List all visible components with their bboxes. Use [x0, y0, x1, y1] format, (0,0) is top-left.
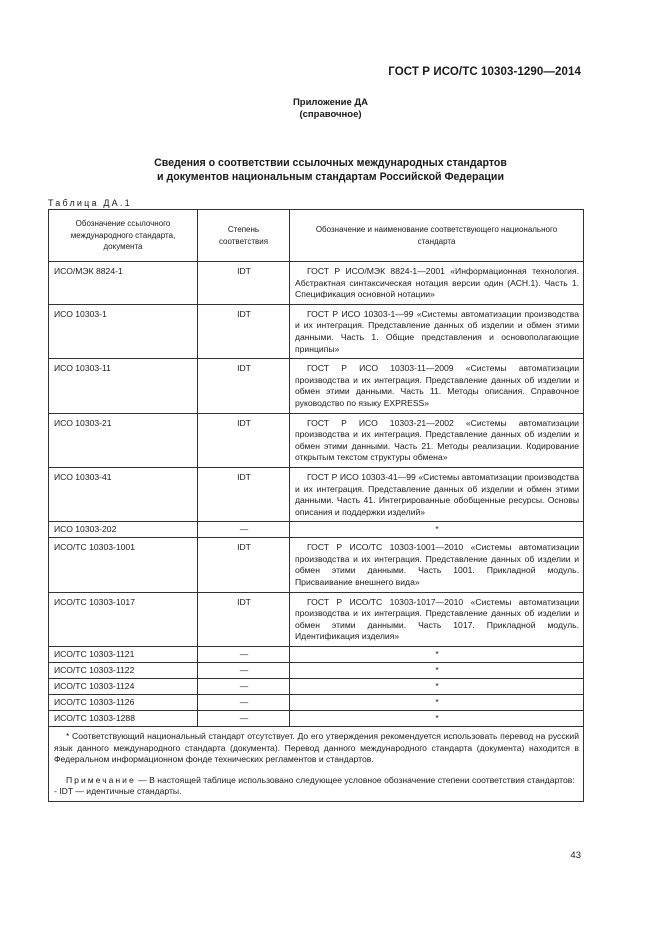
cell-degree: IDT: [198, 413, 290, 467]
section-title: [0, 156, 661, 184]
national-text: ГОСТ Р ИСО/МЭК 8824-1—2001 «Информационная технология. Абстрактная синтаксическая нотация версии один (АСН.1). Часть 1. Спецификация основной нотации»: [295, 266, 579, 300]
table-row: [49, 304, 584, 358]
cell-footnote-mark: *: [290, 647, 584, 663]
cell-ref: ИСО 10303-41: [49, 467, 198, 521]
cell-national: [290, 467, 584, 521]
note-label: Примечание: [66, 774, 136, 785]
cell-degree: IDT: [198, 592, 290, 646]
table-row: [49, 359, 584, 413]
table-footnote: * Соответствующий национальный стандарт отсутствует. До его утверждения рекомендуется использовать перевод на русский язык данного международного стандарта (документа). Перевод данного международного стандарта (документа) находится в Федеральном информационном фонде технических регламентов и стандартов.: [54, 731, 579, 765]
header-national-standard: Обозначение и наименование соответствующего национального стандарта: [290, 210, 584, 262]
cell-national: [290, 413, 584, 467]
table-row: [49, 262, 584, 305]
cell-ref: ИСО 10303-1: [49, 304, 198, 358]
annex-type: (справочное): [299, 109, 362, 120]
section-title-line-2: и документов национальным стандартам Российской Федерации: [157, 171, 504, 183]
annex-heading: [0, 97, 661, 121]
cell-national: [290, 304, 584, 358]
table-row: [49, 592, 584, 646]
cell-degree: —: [198, 522, 290, 538]
table-row: [49, 711, 584, 727]
table-label: Таблица ДА.1: [48, 198, 132, 208]
header-ref-standard: Обозначение ссылочного международного стандарта, документа: [49, 210, 198, 262]
cell-ref: ИСО/ТС 10303-1288: [49, 711, 198, 727]
cell-footnote-mark: *: [290, 711, 584, 727]
cell-footnote-mark: *: [290, 522, 584, 538]
cell-degree: —: [198, 663, 290, 679]
note-item: - IDT — идентичные стандарты.: [54, 786, 182, 797]
national-text: ГОСТ Р ИСО/ТС 10303-1001—2010 «Системы автоматизации производства и их интеграция. Представление данных об изделии и обмен этими данными. Часть 1001. Прикладной модуль. Присваивание внешнего вида»: [295, 542, 579, 588]
cell-ref: ИСО/ТС 10303-1124: [49, 679, 198, 695]
cell-ref: ИСО/МЭК 8824-1: [49, 262, 198, 305]
cell-national: [290, 538, 584, 592]
national-text: ГОСТ Р ИСО/ТС 10303-1017—2010 «Системы автоматизации производства и их интеграция. Представление данных об изделии и обмен этими данными. Часть 1017. Прикладной модуль. Идентификация изделия»: [295, 596, 579, 642]
cell-ref: ИСО/ТС 10303-1126: [49, 695, 198, 711]
national-text: ГОСТ Р ИСО 10303-11—2009 «Системы автоматизации производства и их интеграция. Представление данных об изделии и обмен этими данными. Часть 11. Методы описания. Справочное руководство по языку EXPRESS»: [295, 363, 579, 408]
annex-title: Приложение ДА: [292, 97, 369, 108]
table-row: [49, 413, 584, 467]
document-code: ГОСТ Р ИСО/ТС 10303-1290—2014: [388, 66, 581, 78]
cell-ref: ИСО/ТС 10303-1001: [49, 538, 198, 592]
table-notes: [49, 727, 584, 802]
table-note: [54, 775, 579, 787]
cell-degree: IDT: [198, 538, 290, 592]
cell-ref: ИСО/ТС 10303-1017: [49, 592, 198, 646]
cell-degree: —: [198, 679, 290, 695]
table-notes-row: [49, 727, 584, 802]
table-row: [49, 663, 584, 679]
cell-footnote-mark: *: [290, 663, 584, 679]
cell-footnote-mark: *: [290, 695, 584, 711]
header-degree: Степень соответствия: [198, 210, 290, 262]
cell-national: [290, 262, 584, 305]
table-row: [49, 679, 584, 695]
cell-ref: ИСО 10303-202: [49, 522, 198, 538]
national-text: ГОСТ Р ИСО 10303-41—99 «Системы автоматизации производства и их интеграция. Представление данных об изделии и обмен этими данными. Часть 41. Интегрированные обобщенные ресурсы. Основы описания и поддержки изделий»: [295, 471, 579, 517]
table-row: [49, 695, 584, 711]
cell-degree: —: [198, 695, 290, 711]
table-row: [49, 467, 584, 521]
cell-degree: IDT: [198, 359, 290, 413]
cell-ref: ИСО 10303-11: [49, 359, 198, 413]
page-number: 43: [570, 850, 581, 861]
section-title-line-1: Сведения о соответствии ссылочных международных стандартов: [154, 157, 507, 169]
correspondence-table: [48, 209, 584, 802]
cell-footnote-mark: *: [290, 679, 584, 695]
cell-national: [290, 359, 584, 413]
cell-ref: ИСО/ТС 10303-1122: [49, 663, 198, 679]
cell-degree: —: [198, 711, 290, 727]
national-text: ГОСТ Р ИСО 10303-1—99 «Системы автоматизации производства и их интеграция. Представление данных об изделии и обмен этими данными. Часть 1. Общие представления и основополагающие принципы»: [295, 308, 579, 354]
cell-degree: IDT: [198, 304, 290, 358]
cell-national: [290, 592, 584, 646]
cell-ref: ИСО 10303-21: [49, 413, 198, 467]
cell-degree: IDT: [198, 467, 290, 521]
national-text: ГОСТ Р ИСО 10303-21—2002 «Системы автоматизации производства и их интеграция. Представление данных об изделии и обмен этими данными. Часть 21. Методы реализации. Кодирование открытым текстом структуры обмена»: [295, 417, 579, 463]
note-text: — В настоящей таблице использовано следующее условное обозначение степени соответствия стандартов:: [135, 774, 575, 785]
cell-ref: ИСО/ТС 10303-1121: [49, 647, 198, 663]
cell-degree: —: [198, 647, 290, 663]
table-row: [49, 538, 584, 592]
table-header-row: [49, 210, 584, 262]
cell-degree: IDT: [198, 262, 290, 305]
table-row: [49, 522, 584, 538]
table-row: [49, 647, 584, 663]
